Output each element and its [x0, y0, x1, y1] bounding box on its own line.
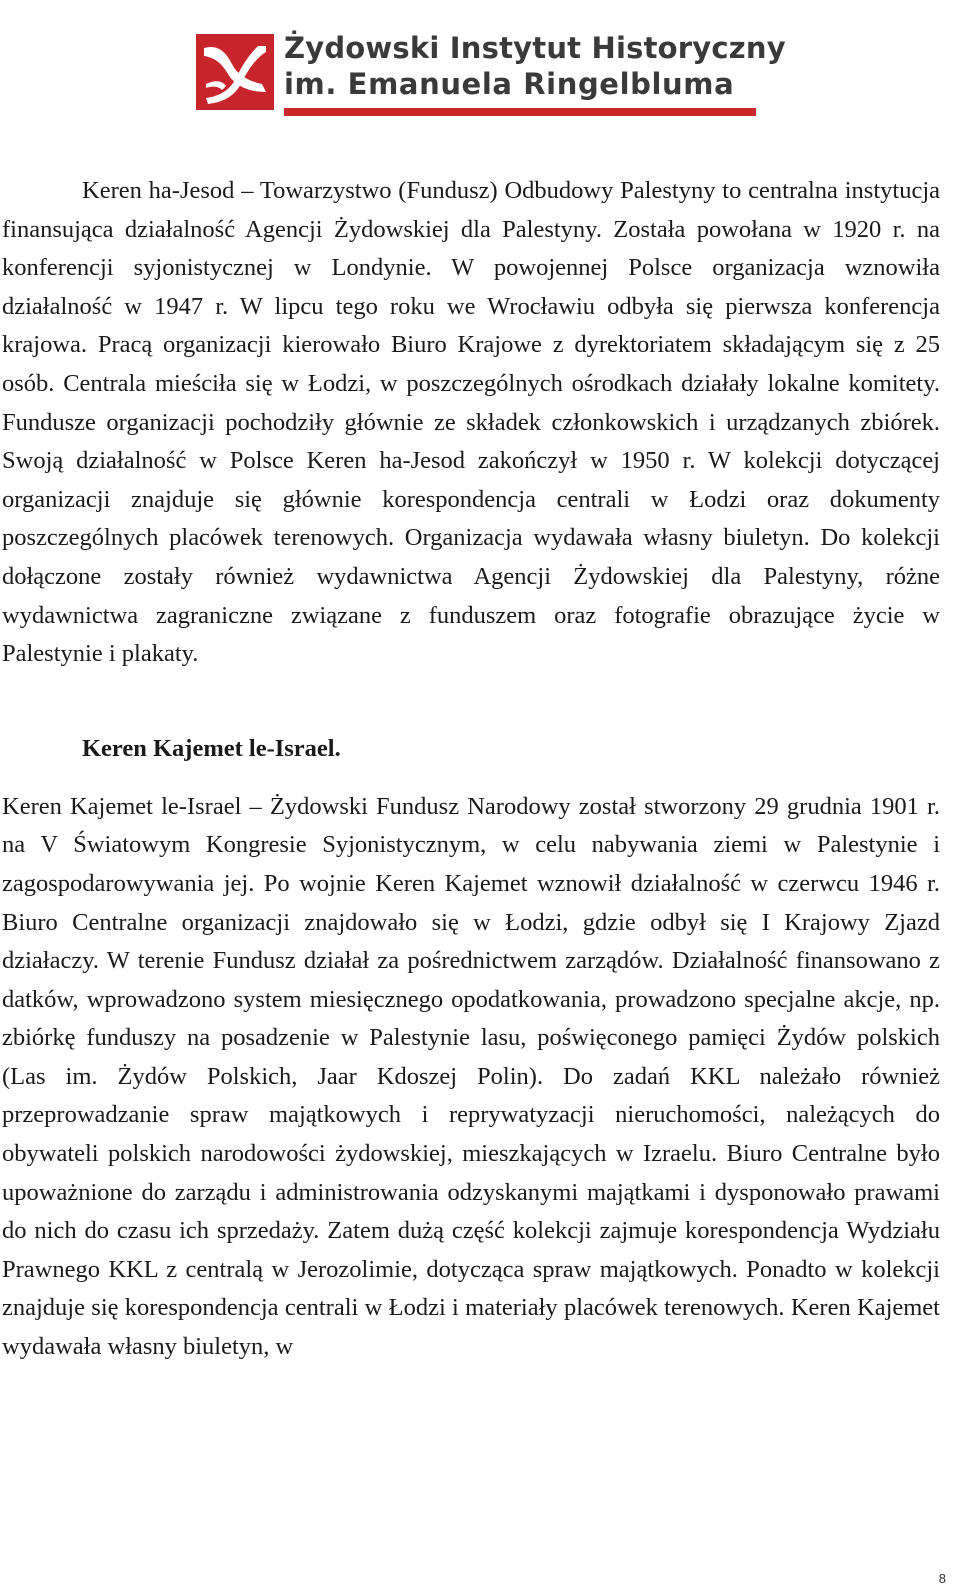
paragraph-keren-kajemet: Keren Kajemet le-Israel – Żydowski Fundusz Narodowy został stworzony 29 grudnia 1901 r. na V Światowym Kongresie Syjonistycznym, w celu nabywania ziemi w Palestynie i zagospodarowywania jej. Po wojnie Keren Kajemet wznowił działalność w czerwcu 1946 r. Biuro Centralne organizacji znajdowało się w Łodzi, gdzie odbył się I Krajowy Zjazd działaczy. W terenie Fundusz działał za pośrednictwem zarządów. Działalność finansowano z datków, wprowadzono system miesięcznego opodatkowania, prowadzono specjalne akcje, np. zbiórkę funduszy na posadzenie w Palestynie lasu, poświęconego pamięci Żydów polskich (Las im. Żydów Polskich, Jaar Kdoszej Polin). Do zadań KKL należało również przeprowadzanie spraw majątkowych i reprywatyzacji nieruchomości, należących do obywateli polskich narodowości żydowskiej, mieszkających w Izraelu. Biuro Centralne było upoważnione do zarządu i administrowania odzyskanymi majątkami i dysponowało prawami do nich do czasu ich sprzedaży. Zatem dużą część kolekcji zajmuje korespondencja Wydziału Prawnego KKL z centralą w Jerozolimie, dotycząca spraw majątkowych. Ponadto w kolekcji znajduje się korespondencja centrali w Łodzi i materiały placówek terenowych. Keren Kajemet wydawała własny biuletyn, w	[2, 792, 940, 1361]
institute-header	[196, 30, 786, 120]
document-body	[2, 172, 940, 1367]
page-number: 8	[938, 1571, 946, 1586]
header-red-rule	[284, 108, 756, 116]
institute-name	[284, 30, 786, 102]
section-heading: Keren Kajemet le-Israel.	[82, 734, 341, 762]
institute-name-line1: Żydowski Instytut Historyczny	[284, 31, 786, 65]
paragraph-keren-ha-jesod: Keren ha-Jesod – Towarzystwo (Fundusz) Odbudowy Palestyny to centralna instytucja finansująca działalność Agencji Żydowskiej dla Palestyny. Została powołana w 1920 r. na konferencji syjonistycznej w Londynie. W powojennej Polsce organizacja wznowiła działalność w 1947 r. W lipcu tego roku we Wrocławiu odbyła się pierwsza konferencja krajowa. Pracą organizacji kierowało Biuro Krajowe z dyrektoriatem składającym się z 25 osób. Centrala mieściła się w Łodzi, w poszczególnych ośrodkach działały lokalne komitety. Fundusze organizacji pochodziły głównie ze składek członkowskich i urządzanych zbiórek. Swoją działalność w Polsce Keren ha-Jesod zakończył w 1950 r. W kolekcji dotyczącej organizacji znajduje się głównie korespondencja centrali w Łodzi oraz dokumenty poszczególnych placówek terenowych. Organizacja wydawała własny biuletyn. Do kolekcji dołączone zostały również wydawnictwa Agencji Żydowskiej dla Palestyny, różne wydawnictwa zagraniczne związane z funduszem oraz fotografie obrazujące życie w Palestynie i plakaty.	[2, 177, 940, 668]
zih-logo-icon	[196, 34, 274, 110]
institute-name-line2: im. Emanuela Ringelbluma	[284, 67, 735, 101]
